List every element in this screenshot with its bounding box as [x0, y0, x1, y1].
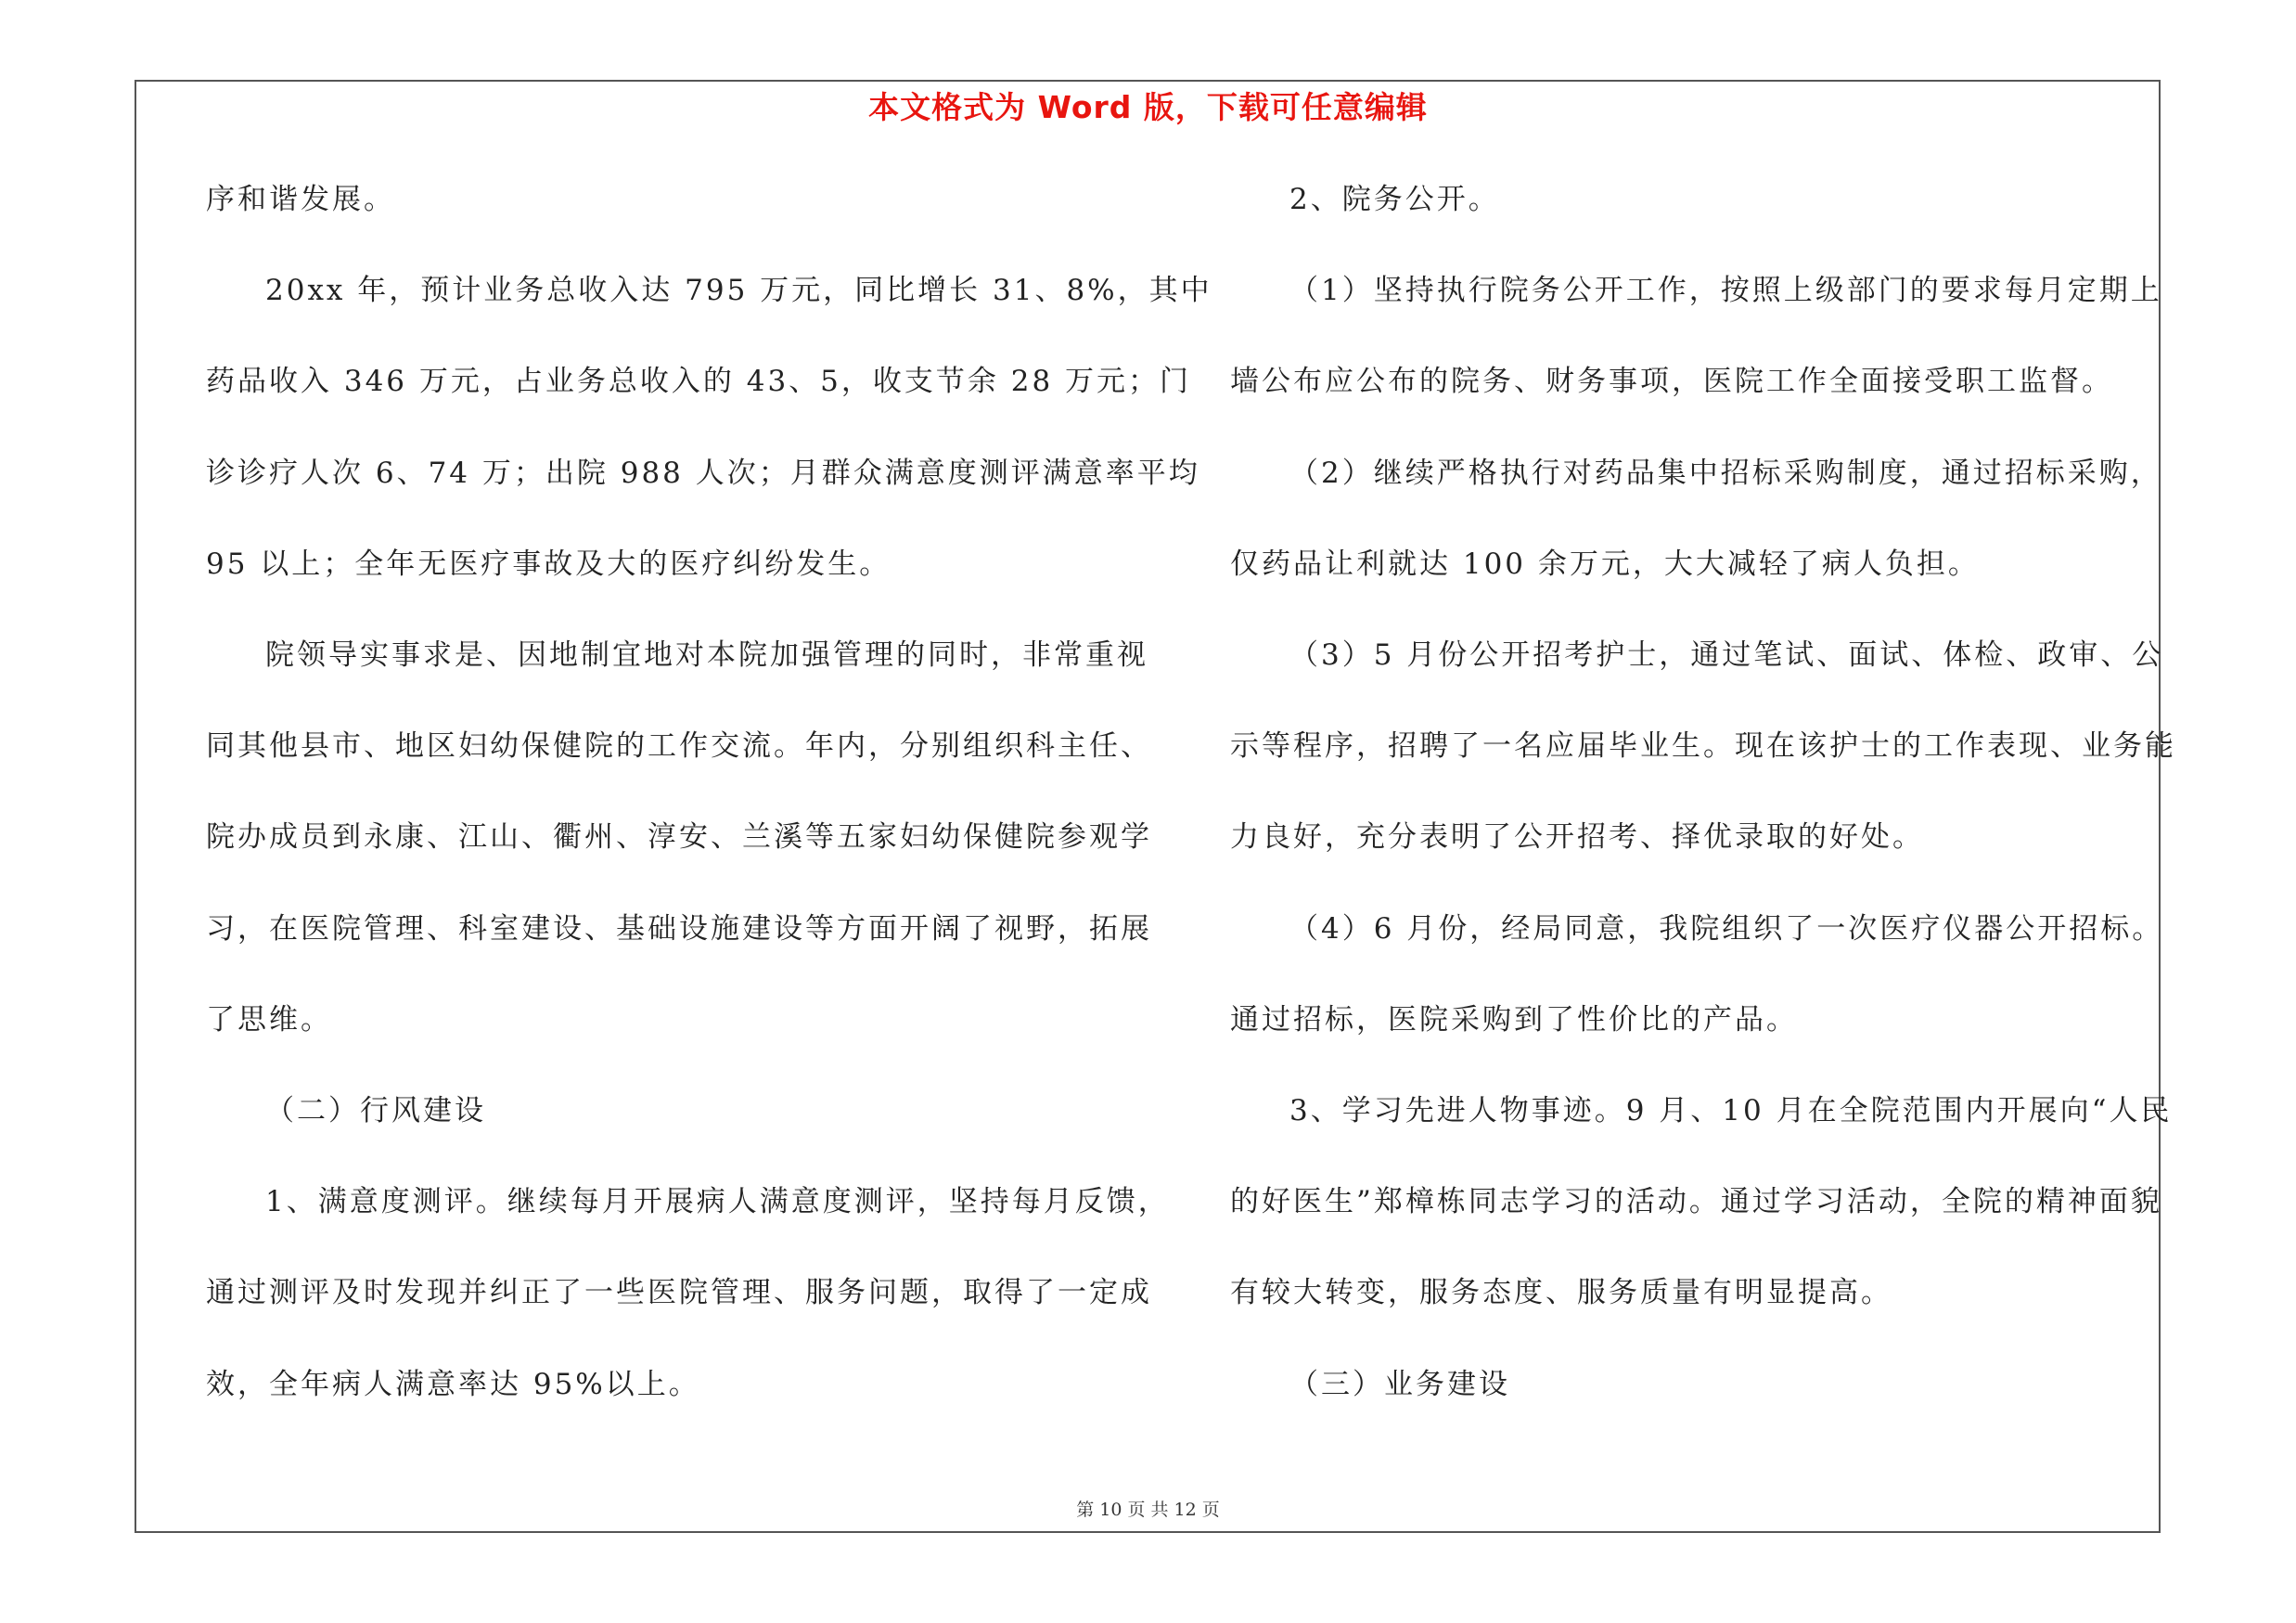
right-column-text-line: 2、院务公开。 — [1289, 183, 1500, 216]
left-column-text-line: 习，在医院管理、科室建设、基础设施建设等方面开阔了视野，拓展 — [206, 912, 1152, 946]
right-column-text-line: （4）6 月份，经局同意，我院组织了一次医疗仪器公开招标。 — [1289, 912, 2164, 946]
right-column-text-line: 墙公布应公布的院务、财务事项，医院工作全面接受职工监督。 — [1230, 365, 2113, 398]
left-column-text-line: 院办成员到永康、江山、衢州、淳安、兰溪等五家妇幼保健院参观学 — [206, 820, 1152, 854]
left-column-text-line: 药品收入 346 万元，占业务总收入的 43、5，收支节余 28 万元；门 — [206, 365, 1192, 398]
right-column-text-line: （三）业务建设 — [1289, 1368, 1510, 1401]
left-column-text-line: 了思维。 — [206, 1003, 332, 1037]
right-column-text-line: 仅药品让利就达 100 余万元，大大减轻了病人负担。 — [1230, 547, 1980, 581]
left-column-text-line: 序和谐发展。 — [206, 183, 395, 216]
left-column-text-line: 诊诊疗人次 6、74 万；出院 988 人次；月群众满意度测评满意率平均 — [206, 457, 1200, 490]
right-column-text-line: （1）坚持执行院务公开工作，按照上级部门的要求每月定期上 — [1289, 274, 2162, 307]
right-column-text-line: 力良好，充分表明了公开招考、择优录取的好处。 — [1230, 820, 1924, 854]
right-column-text-line: （3）5 月份公开招考护士，通过笔试、面试、体检、政审、公 — [1289, 638, 2164, 672]
left-column-text-line: 95 以上；全年无医疗事故及大的医疗纠纷发生。 — [206, 547, 891, 581]
left-column-text-line: 同其他县市、地区妇幼保健院的工作交流。年内，分别组织科主任、 — [206, 729, 1152, 763]
format-banner: 本文格式为 Word 版，下载可任意编辑 — [868, 89, 1428, 125]
right-column-text-line: （2）继续严格执行对药品集中招标采购制度，通过招标采购， — [1289, 457, 2162, 490]
page-footer: 第 10 页 共 12 页 — [1076, 1500, 1220, 1520]
right-column-text-line: 的好医生”郑樟栋同志学习的活动。通过学习活动，全院的精神面貌 — [1230, 1185, 2162, 1218]
left-column-text-line: 效，全年病人满意率达 95%以上。 — [206, 1368, 700, 1401]
left-column-text-line: 1、满意度测评。继续每月开展病人满意度测评，坚持每月反馈， — [265, 1185, 1170, 1218]
left-column-text-line: 通过测评及时发现并纠正了一些医院管理、服务问题，取得了一定成 — [206, 1276, 1152, 1309]
right-column-text-line: 通过招标，医院采购到了性价比的产品。 — [1230, 1003, 1798, 1037]
left-column-text-line: 20xx 年，预计业务总收入达 795 万元，同比增长 31、8%，其中 — [265, 274, 1212, 307]
right-column-text-line: 3、学习先进人物事迹。9 月、10 月在全院范围内开展向“人民 — [1289, 1094, 2173, 1127]
left-column-text-line: 院领导实事求是、因地制宜地对本院加强管理的同时，非常重视 — [265, 638, 1148, 672]
left-column-text-line: （二）行风建设 — [265, 1094, 486, 1127]
right-column-text-line: 有较大转变，服务态度、服务质量有明显提高。 — [1230, 1276, 1892, 1309]
right-column-text-line: 示等程序，招聘了一名应届毕业生。现在该护士的工作表现、业务能 — [1230, 729, 2176, 763]
